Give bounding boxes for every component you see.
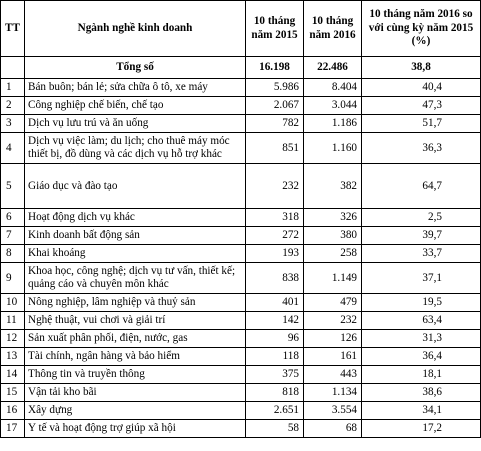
table-row [1, 115, 481, 133]
row-value-2016: 161 [304, 348, 362, 366]
row-industry-name: Y tế và hoạt động trợ giúp xã hội [25, 420, 246, 438]
row-percent: 63,4 [362, 312, 481, 330]
table-row [1, 348, 481, 366]
row-percent: 47,3 [362, 97, 481, 115]
row-industry-name: Kinh doanh bất động sản [25, 227, 246, 245]
row-value-2016: 1.160 [304, 133, 362, 164]
row-percent: 64,7 [362, 164, 481, 209]
header-tt: TT [1, 1, 25, 57]
table-row [1, 227, 481, 245]
row-percent: 34,1 [362, 402, 481, 420]
header-2016: 10 tháng năm 2016 [304, 1, 362, 57]
row-tt: 17 [1, 420, 25, 438]
header-percent: 10 tháng năm 2016 so với cùng kỳ năm 2015 (%) [362, 1, 481, 57]
row-value-2016: 1.134 [304, 384, 362, 402]
row-tt: 16 [1, 402, 25, 420]
row-tt: 2 [1, 97, 25, 115]
row-industry-name: Bán buôn; bán lẻ; sửa chữa ô tô, xe máy [25, 79, 246, 97]
row-value-2016: 3.554 [304, 402, 362, 420]
row-value-2016: 443 [304, 366, 362, 384]
header-row [1, 1, 481, 57]
row-percent: 39,7 [362, 227, 481, 245]
row-value-2015: 142 [246, 312, 304, 330]
row-value-2015: 318 [246, 209, 304, 227]
row-industry-name: Hoạt động dịch vụ khác [25, 209, 246, 227]
row-percent: 2,5 [362, 209, 481, 227]
table-row [1, 420, 481, 438]
row-tt: 11 [1, 312, 25, 330]
row-value-2016: 3.044 [304, 97, 362, 115]
total-2016: 22.486 [304, 57, 362, 79]
row-industry-name: Tài chính, ngân hàng và bảo hiểm [25, 348, 246, 366]
row-tt: 8 [1, 245, 25, 263]
table-row [1, 164, 481, 209]
row-tt: 9 [1, 263, 25, 294]
row-tt: 6 [1, 209, 25, 227]
row-percent: 19,5 [362, 294, 481, 312]
table-row [1, 330, 481, 348]
row-value-2016: 479 [304, 294, 362, 312]
row-value-2015: 58 [246, 420, 304, 438]
row-value-2016: 326 [304, 209, 362, 227]
row-industry-name: Vận tải kho bãi [25, 384, 246, 402]
row-value-2016: 380 [304, 227, 362, 245]
total-row [1, 57, 481, 79]
row-percent: 36,3 [362, 133, 481, 164]
row-value-2015: 782 [246, 115, 304, 133]
row-percent: 51,7 [362, 115, 481, 133]
row-tt: 5 [1, 164, 25, 209]
row-value-2015: 851 [246, 133, 304, 164]
row-value-2015: 193 [246, 245, 304, 263]
header-industry: Ngành nghề kinh doanh [25, 1, 246, 57]
row-value-2016: 68 [304, 420, 362, 438]
row-tt: 1 [1, 79, 25, 97]
row-value-2015: 5.986 [246, 79, 304, 97]
table-row [1, 97, 481, 115]
table-row [1, 133, 481, 164]
row-percent: 33,7 [362, 245, 481, 263]
row-tt: 12 [1, 330, 25, 348]
row-industry-name: Sản xuất phân phối, điện, nước, gas [25, 330, 246, 348]
row-value-2016: 232 [304, 312, 362, 330]
table-row [1, 79, 481, 97]
table-row [1, 294, 481, 312]
table-row [1, 209, 481, 227]
row-industry-name: Công nghiệp chế biến, chế tạo [25, 97, 246, 115]
row-tt: 15 [1, 384, 25, 402]
row-industry-name: Nông nghiệp, lâm nghiệp và thuỷ sản [25, 294, 246, 312]
row-percent: 40,4 [362, 79, 481, 97]
row-tt: 10 [1, 294, 25, 312]
total-tt [1, 57, 25, 79]
row-industry-name: Khoa học, công nghệ; dịch vụ tư vấn, thiết kế; quảng cáo và chuyên môn khác [25, 263, 246, 294]
table-row [1, 245, 481, 263]
row-percent: 31,3 [362, 330, 481, 348]
row-industry-name: Xây dựng [25, 402, 246, 420]
row-percent: 36,4 [362, 348, 481, 366]
row-industry-name: Khai khoáng [25, 245, 246, 263]
row-industry-name: Dịch vụ việc làm; du lịch; cho thuê máy móc thiết bị, đồ dùng và các dịch vụ hỗ trợ khác [25, 133, 246, 164]
table-row [1, 384, 481, 402]
row-value-2015: 838 [246, 263, 304, 294]
total-2015: 16.198 [246, 57, 304, 79]
row-value-2015: 2.067 [246, 97, 304, 115]
row-percent: 38,6 [362, 384, 481, 402]
header-2015: 10 tháng năm 2015 [246, 1, 304, 57]
table-row [1, 263, 481, 294]
row-value-2015: 401 [246, 294, 304, 312]
row-value-2015: 118 [246, 348, 304, 366]
row-industry-name: Thông tin và truyền thông [25, 366, 246, 384]
row-value-2015: 272 [246, 227, 304, 245]
row-percent: 37,1 [362, 263, 481, 294]
row-industry-name: Nghệ thuật, vui chơi và giải trí [25, 312, 246, 330]
row-value-2015: 818 [246, 384, 304, 402]
row-value-2015: 96 [246, 330, 304, 348]
total-percent: 38,8 [362, 57, 481, 79]
row-industry-name: Dịch vụ lưu trú và ăn uống [25, 115, 246, 133]
table-row [1, 402, 481, 420]
row-value-2015: 375 [246, 366, 304, 384]
row-tt: 14 [1, 366, 25, 384]
row-value-2016: 258 [304, 245, 362, 263]
row-value-2016: 1.186 [304, 115, 362, 133]
row-industry-name: Giáo dục và đào tạo [25, 164, 246, 209]
total-label: Tổng số [25, 57, 246, 79]
row-percent: 18,1 [362, 366, 481, 384]
row-value-2015: 232 [246, 164, 304, 209]
row-percent: 17,2 [362, 420, 481, 438]
row-tt: 4 [1, 133, 25, 164]
row-tt: 13 [1, 348, 25, 366]
table-row [1, 366, 481, 384]
row-value-2016: 382 [304, 164, 362, 209]
row-tt: 7 [1, 227, 25, 245]
row-value-2016: 8.404 [304, 79, 362, 97]
row-value-2016: 126 [304, 330, 362, 348]
table-row [1, 312, 481, 330]
row-value-2016: 1.149 [304, 263, 362, 294]
row-tt: 3 [1, 115, 25, 133]
row-value-2015: 2.651 [246, 402, 304, 420]
